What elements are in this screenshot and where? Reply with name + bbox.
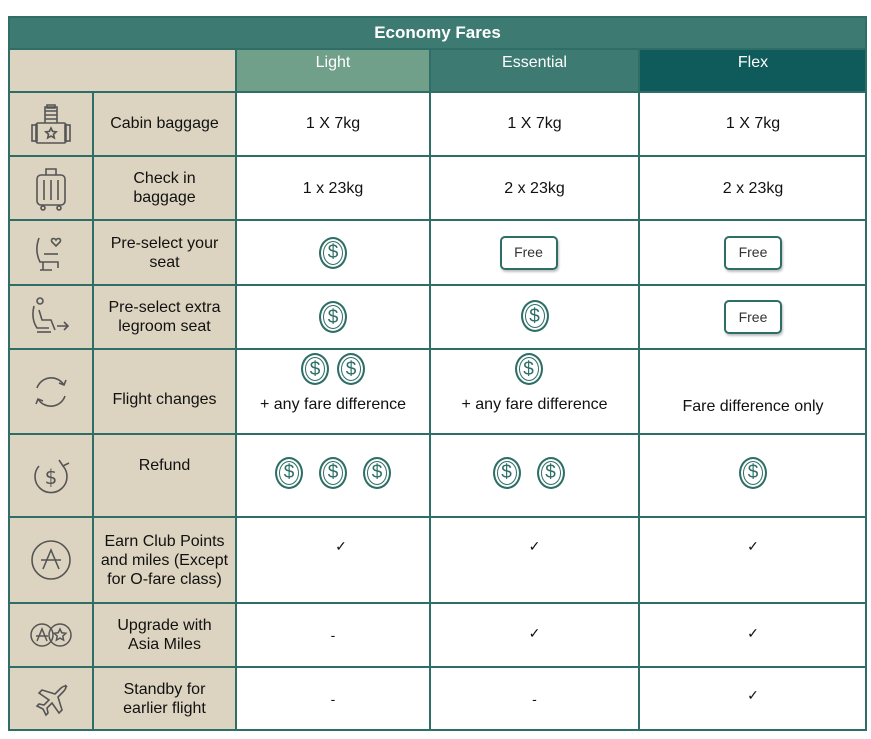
cabin-bag-icon (8, 91, 93, 156)
upgrade-miles-icon (8, 603, 93, 667)
essential-cabin-baggage: 1 X 7kg (507, 115, 562, 132)
feature-label: Upgrade with Asia Miles (117, 617, 212, 653)
grid-line (865, 16, 867, 731)
seat-heart-icon (8, 220, 93, 285)
light-cabin-baggage: 1 X 7kg (305, 115, 361, 132)
feature-label: Earn Club Points and miles (Except for O-fare class) (100, 532, 229, 588)
refresh-icon (8, 349, 93, 434)
essential-standby-dash: - (532, 690, 537, 707)
feature-label: Refund (138, 457, 191, 474)
grid-line (638, 48, 640, 731)
dollar-icon: $ (275, 457, 303, 489)
flex-refund-cell (639, 434, 867, 517)
essential-earn-check: ✓ (528, 538, 541, 554)
header-blank (8, 48, 236, 91)
light-check-in-baggage: 1 x 23kg (302, 179, 364, 197)
grid-line (8, 16, 10, 731)
grid-line (8, 602, 867, 604)
feature-label: Pre-select your seat (110, 234, 219, 271)
grid-line (429, 48, 431, 731)
dollar-icon: $ (521, 300, 549, 332)
economy-fares-table (8, 16, 867, 731)
essential-seat-cell (430, 220, 639, 285)
feature-label: Flight changes (112, 391, 217, 408)
grid-line (8, 284, 867, 286)
grid-line (8, 48, 867, 50)
asia-miles-icon (8, 517, 93, 603)
legroom-seat-icon (8, 285, 93, 349)
suitcase-icon (8, 156, 93, 220)
dollar-icon: $ (319, 237, 347, 269)
grid-line (8, 155, 867, 157)
flex-cabin-baggage: 1 X 7kg (725, 115, 781, 132)
dollar-group (297, 353, 369, 385)
light-legroom-cell (236, 285, 430, 349)
grid-line (8, 348, 867, 350)
essential-flight-changes-cell (430, 349, 639, 434)
flex-upgrade-check: ✓ (747, 624, 759, 641)
airplane-icon (8, 667, 93, 731)
feature-label: Pre-select extra legroom seat (108, 299, 221, 335)
free-badge: Free (724, 236, 782, 270)
fare-note: + any fare difference (259, 396, 407, 413)
light-flight-changes-cell (236, 349, 430, 434)
dollar-icon: $ (537, 457, 565, 489)
grid-line (8, 729, 867, 731)
light-refund-cell (236, 434, 430, 517)
flex-legroom-cell (639, 285, 867, 349)
flex-earn-check: ✓ (747, 538, 759, 554)
grid-line (8, 91, 867, 93)
dollar-icon: $ (319, 457, 347, 489)
dollar-icon: $ (739, 457, 767, 489)
fare-note: + any fare difference (461, 396, 608, 413)
feature-label: Cabin baggage (110, 115, 219, 132)
essential-upgrade-check: ✓ (528, 624, 541, 641)
dollar-icon: $ (337, 353, 365, 385)
essential-check-in-baggage: 2 x 23kg (504, 179, 565, 197)
dollar-icon: $ (319, 301, 347, 333)
grid-line (8, 666, 867, 668)
grid-line (235, 48, 237, 731)
essential-refund-cell (430, 434, 639, 517)
grid-line (8, 16, 867, 18)
free-badge: Free (724, 300, 782, 334)
dollar-icon: $ (363, 457, 391, 489)
svg-text:$: $ (44, 464, 57, 489)
flex-flight-changes-cell: Fare difference only (682, 398, 824, 415)
grid-line (92, 91, 94, 731)
light-upgrade-dash: - (330, 626, 336, 643)
light-earn-check: ✓ (335, 538, 347, 554)
dollar-icon: $ (301, 353, 329, 385)
grid-line (8, 219, 867, 221)
free-badge: Free (500, 236, 558, 270)
table-title: Economy Fares (8, 16, 867, 48)
dollar-icon: $ (493, 457, 521, 489)
light-standby-dash: - (330, 690, 336, 707)
refund-icon (8, 434, 93, 517)
feature-label: Standby for earlier flight (123, 681, 206, 717)
dollar-icon: $ (515, 353, 543, 385)
column-header-light: Light (236, 48, 430, 91)
grid-line (8, 516, 867, 518)
flex-standby-check: ✓ (747, 686, 759, 703)
flex-check-in-baggage: 2 x 23kg (722, 179, 784, 197)
feature-label: Check in baggage (133, 170, 196, 206)
column-header-essential: Essential (430, 48, 639, 91)
grid-line (8, 433, 867, 435)
light-seat-cell (236, 220, 430, 285)
essential-legroom-cell (430, 285, 639, 349)
flex-seat-cell (639, 220, 867, 285)
column-header-flex: Flex (639, 48, 867, 91)
